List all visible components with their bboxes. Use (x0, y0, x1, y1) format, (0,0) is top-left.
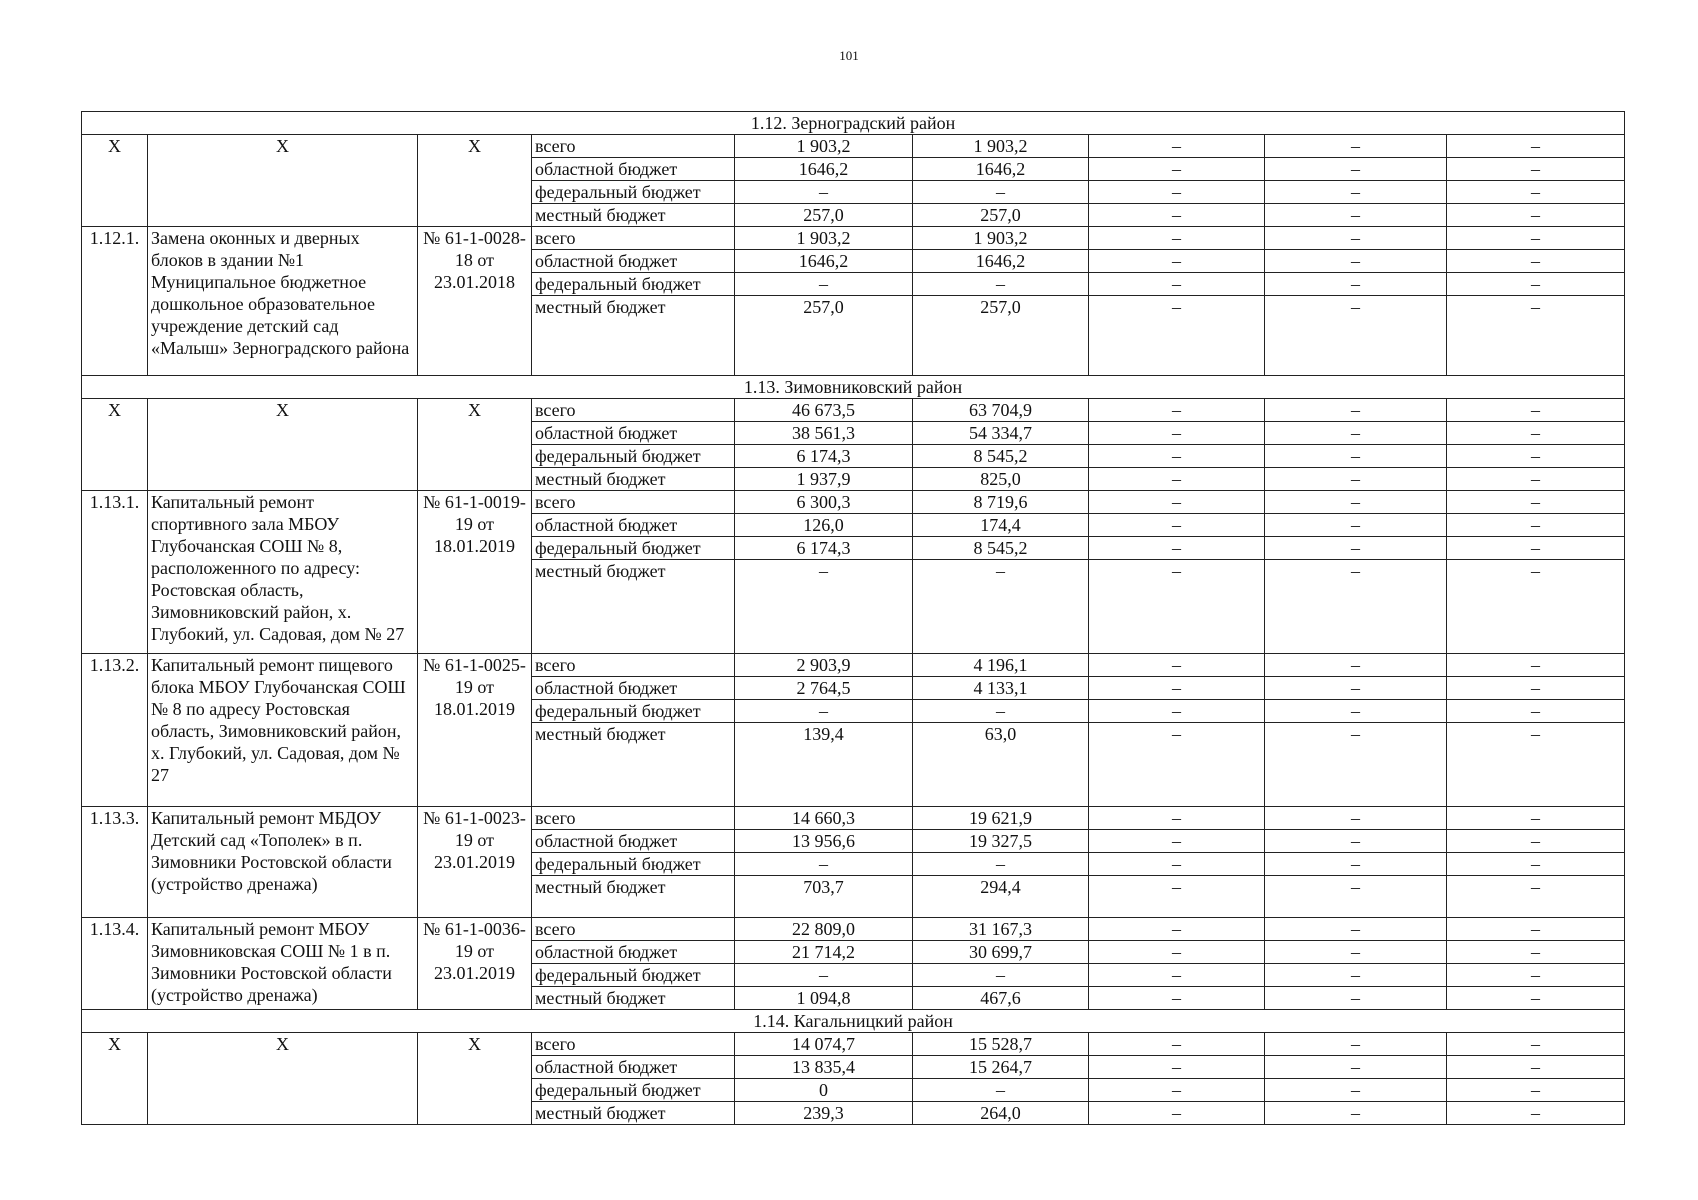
amount-col-5: – (1447, 987, 1625, 1010)
amount-col-4: – (1265, 987, 1447, 1010)
item-number: 1.13.4. (82, 918, 148, 1010)
table-body (82, 112, 1625, 1125)
amount-col-5: – (1447, 700, 1625, 723)
item-number: 1.13.3. (82, 807, 148, 918)
amount-col-3: – (1089, 514, 1265, 537)
funding-source: федеральный бюджет (532, 181, 735, 204)
amount-col-2: 257,0 (913, 296, 1089, 376)
conclusion-number: Х (418, 399, 532, 491)
conclusion-number: № 61-1-0036-19 от 23.01.2019 (418, 918, 532, 1010)
amount-col-2: 8 545,2 (913, 445, 1089, 468)
funding-source: всего (532, 135, 735, 158)
amount-col-5: – (1447, 723, 1625, 807)
amount-col-5: – (1447, 918, 1625, 941)
amount-col-1: 13 956,6 (735, 830, 913, 853)
amount-col-1: 1646,2 (735, 158, 913, 181)
table-row (82, 491, 1625, 514)
amount-col-5: – (1447, 445, 1625, 468)
funding-source: федеральный бюджет (532, 1079, 735, 1102)
amount-col-3: – (1089, 135, 1265, 158)
amount-col-4: – (1265, 941, 1447, 964)
amount-col-2: 63 704,9 (913, 399, 1089, 422)
conclusion-number: Х (418, 135, 532, 227)
amount-col-4: – (1265, 807, 1447, 830)
item-number: Х (82, 399, 148, 491)
funding-source: областной бюджет (532, 830, 735, 853)
amount-col-3: – (1089, 807, 1265, 830)
amount-col-5: – (1447, 514, 1625, 537)
amount-col-2: – (913, 560, 1089, 654)
funding-source: федеральный бюджет (532, 964, 735, 987)
amount-col-1: – (735, 964, 913, 987)
amount-col-5: – (1447, 807, 1625, 830)
object-name: Капитальный ремонт спортивного зала МБОУ Глубочанская СОШ № 8, расположенного по адресу: Ростовская область, Зимовниковский район, х. Глубокий, ул. Садовая, дом № 27 (148, 491, 418, 654)
amount-col-3: – (1089, 987, 1265, 1010)
amount-col-5: – (1447, 296, 1625, 376)
amount-col-3: – (1089, 700, 1265, 723)
amount-col-2: 15 264,7 (913, 1056, 1089, 1079)
amount-col-5: – (1447, 1079, 1625, 1102)
amount-col-5: – (1447, 158, 1625, 181)
amount-col-3: – (1089, 296, 1265, 376)
amount-col-4: – (1265, 158, 1447, 181)
amount-col-4: – (1265, 491, 1447, 514)
amount-col-1: 257,0 (735, 204, 913, 227)
amount-col-4: – (1265, 537, 1447, 560)
amount-col-2: 4 196,1 (913, 654, 1089, 677)
amount-col-2: 63,0 (913, 723, 1089, 807)
amount-col-1: – (735, 560, 913, 654)
object-name: Х (148, 135, 418, 227)
funding-source: местный бюджет (532, 560, 735, 654)
amount-col-4: – (1265, 273, 1447, 296)
amount-col-3: – (1089, 204, 1265, 227)
amount-col-2: – (913, 1079, 1089, 1102)
amount-col-2: – (913, 181, 1089, 204)
amount-col-4: – (1265, 250, 1447, 273)
amount-col-3: – (1089, 654, 1265, 677)
amount-col-1: 1 937,9 (735, 468, 913, 491)
section-title: 1.12. Зерноградский район (82, 112, 1625, 135)
amount-col-3: – (1089, 723, 1265, 807)
item-number: Х (82, 1033, 148, 1125)
section-title: 1.14. Кагальницкий район (82, 1010, 1625, 1033)
table-row (82, 135, 1625, 158)
amount-col-1: 46 673,5 (735, 399, 913, 422)
amount-col-1: 2 903,9 (735, 654, 913, 677)
amount-col-5: – (1447, 677, 1625, 700)
amount-col-1: 14 660,3 (735, 807, 913, 830)
amount-col-2: 4 133,1 (913, 677, 1089, 700)
amount-col-5: – (1447, 468, 1625, 491)
conclusion-number: № 61-1-0025-19 от 18.01.2019 (418, 654, 532, 807)
amount-col-3: – (1089, 250, 1265, 273)
amount-col-3: – (1089, 964, 1265, 987)
amount-col-4: – (1265, 1102, 1447, 1125)
amount-col-5: – (1447, 537, 1625, 560)
amount-col-5: – (1447, 876, 1625, 918)
table-row (82, 807, 1625, 830)
funding-source: местный бюджет (532, 723, 735, 807)
amount-col-4: – (1265, 853, 1447, 876)
amount-col-4: – (1265, 181, 1447, 204)
amount-col-1: 2 764,5 (735, 677, 913, 700)
amount-col-4: – (1265, 830, 1447, 853)
amount-col-2: 257,0 (913, 204, 1089, 227)
amount-col-1: 13 835,4 (735, 1056, 913, 1079)
amount-col-4: – (1265, 964, 1447, 987)
amount-col-4: – (1265, 468, 1447, 491)
amount-col-4: – (1265, 876, 1447, 918)
funding-source: федеральный бюджет (532, 537, 735, 560)
funding-source: федеральный бюджет (532, 853, 735, 876)
amount-col-5: – (1447, 250, 1625, 273)
amount-col-2: 1646,2 (913, 158, 1089, 181)
amount-col-4: – (1265, 422, 1447, 445)
amount-col-4: – (1265, 654, 1447, 677)
amount-col-3: – (1089, 158, 1265, 181)
funding-source: всего (532, 918, 735, 941)
budget-table (81, 111, 1625, 1125)
amount-col-3: – (1089, 560, 1265, 654)
amount-col-4: – (1265, 296, 1447, 376)
amount-col-1: 703,7 (735, 876, 913, 918)
amount-col-3: – (1089, 830, 1265, 853)
amount-col-1: 1 903,2 (735, 135, 913, 158)
amount-col-1: – (735, 273, 913, 296)
funding-source: местный бюджет (532, 1102, 735, 1125)
amount-col-1: 0 (735, 1079, 913, 1102)
amount-col-3: – (1089, 1033, 1265, 1056)
amount-col-4: – (1265, 918, 1447, 941)
item-number: 1.12.1. (82, 227, 148, 376)
amount-col-3: – (1089, 399, 1265, 422)
table-row (82, 918, 1625, 941)
funding-source: всего (532, 654, 735, 677)
amount-col-2: 1 903,2 (913, 135, 1089, 158)
amount-col-5: – (1447, 422, 1625, 445)
funding-source: местный бюджет (532, 204, 735, 227)
object-name: Замена оконных и дверных блоков в здании №1 Муниципальное бюджетное дошкольное образовательное учреждение детский сад «Малыш» Зерноградского района (148, 227, 418, 376)
amount-col-4: – (1265, 204, 1447, 227)
amount-col-3: – (1089, 445, 1265, 468)
amount-col-3: – (1089, 1102, 1265, 1125)
amount-col-3: – (1089, 468, 1265, 491)
object-name: Х (148, 399, 418, 491)
amount-col-2: 19 621,9 (913, 807, 1089, 830)
table-row (82, 399, 1625, 422)
table-row (82, 227, 1625, 250)
amount-col-3: – (1089, 918, 1265, 941)
conclusion-number: № 61-1-0023-19 от 23.01.2019 (418, 807, 532, 918)
funding-source: местный бюджет (532, 987, 735, 1010)
conclusion-number: № 61-1-0019-19 от 18.01.2019 (418, 491, 532, 654)
object-name: Капитальный ремонт МБОУ Зимовниковская СОШ № 1 в п. Зимовники Ростовской области (устройство дренажа) (148, 918, 418, 1010)
object-name: Капитальный ремонт пищевого блока МБОУ Глубочанская СОШ № 8 по адресу Ростовская область, Зимовниковский район, х. Глубокий, ул. Садовая, дом № 27 (148, 654, 418, 807)
funding-source: всего (532, 491, 735, 514)
item-number: 1.13.2. (82, 654, 148, 807)
funding-source: областной бюджет (532, 158, 735, 181)
amount-col-2: 8 719,6 (913, 491, 1089, 514)
amount-col-5: – (1447, 273, 1625, 296)
funding-source: местный бюджет (532, 876, 735, 918)
funding-source: всего (532, 399, 735, 422)
amount-col-2: 1646,2 (913, 250, 1089, 273)
amount-col-1: 1 094,8 (735, 987, 913, 1010)
amount-col-2: 1 903,2 (913, 227, 1089, 250)
item-number: Х (82, 135, 148, 227)
section-header-row (82, 1010, 1625, 1033)
item-number: 1.13.1. (82, 491, 148, 654)
funding-source: федеральный бюджет (532, 273, 735, 296)
amount-col-3: – (1089, 273, 1265, 296)
object-name: Капитальный ремонт МБДОУ Детский сад «Тополек» в п. Зимовники Ростовской области (устройство дренажа) (148, 807, 418, 918)
amount-col-2: 264,0 (913, 1102, 1089, 1125)
amount-col-5: – (1447, 964, 1625, 987)
amount-col-1: 6 174,3 (735, 537, 913, 560)
funding-source: местный бюджет (532, 296, 735, 376)
amount-col-4: – (1265, 445, 1447, 468)
amount-col-1: 22 809,0 (735, 918, 913, 941)
amount-col-4: – (1265, 1033, 1447, 1056)
amount-col-1: 257,0 (735, 296, 913, 376)
amount-col-3: – (1089, 181, 1265, 204)
section-header-row (82, 112, 1625, 135)
amount-col-5: – (1447, 491, 1625, 514)
amount-col-5: – (1447, 654, 1625, 677)
amount-col-3: – (1089, 1079, 1265, 1102)
funding-source: областной бюджет (532, 941, 735, 964)
amount-col-5: – (1447, 941, 1625, 964)
amount-col-2: – (913, 700, 1089, 723)
amount-col-5: – (1447, 853, 1625, 876)
amount-col-2: – (913, 853, 1089, 876)
amount-col-3: – (1089, 853, 1265, 876)
amount-col-5: – (1447, 399, 1625, 422)
table-row (82, 1033, 1625, 1056)
amount-col-1: 1 903,2 (735, 227, 913, 250)
funding-source: областной бюджет (532, 514, 735, 537)
funding-source: местный бюджет (532, 468, 735, 491)
funding-source: всего (532, 1033, 735, 1056)
amount-col-5: – (1447, 227, 1625, 250)
amount-col-2: – (913, 964, 1089, 987)
funding-source: областной бюджет (532, 1056, 735, 1079)
amount-col-5: – (1447, 1033, 1625, 1056)
amount-col-5: – (1447, 135, 1625, 158)
amount-col-3: – (1089, 1056, 1265, 1079)
funding-source: всего (532, 227, 735, 250)
amount-col-1: – (735, 181, 913, 204)
amount-col-1: 1646,2 (735, 250, 913, 273)
funding-source: федеральный бюджет (532, 700, 735, 723)
object-name: Х (148, 1033, 418, 1125)
amount-col-3: – (1089, 876, 1265, 918)
conclusion-number: № 61-1-0028-18 от 23.01.2018 (418, 227, 532, 376)
amount-col-4: – (1265, 514, 1447, 537)
funding-source: областной бюджет (532, 422, 735, 445)
amount-col-4: – (1265, 560, 1447, 654)
amount-col-2: 825,0 (913, 468, 1089, 491)
amount-col-4: – (1265, 677, 1447, 700)
amount-col-4: – (1265, 1079, 1447, 1102)
amount-col-2: 54 334,7 (913, 422, 1089, 445)
amount-col-4: – (1265, 135, 1447, 158)
amount-col-1: 6 300,3 (735, 491, 913, 514)
amount-col-3: – (1089, 491, 1265, 514)
funding-source: областной бюджет (532, 677, 735, 700)
amount-col-1: 21 714,2 (735, 941, 913, 964)
funding-source: всего (532, 807, 735, 830)
amount-col-1: 14 074,7 (735, 1033, 913, 1056)
amount-col-1: 38 561,3 (735, 422, 913, 445)
amount-col-2: 15 528,7 (913, 1033, 1089, 1056)
amount-col-4: – (1265, 399, 1447, 422)
amount-col-3: – (1089, 677, 1265, 700)
amount-col-2: 467,6 (913, 987, 1089, 1010)
amount-col-1: 139,4 (735, 723, 913, 807)
amount-col-2: – (913, 273, 1089, 296)
amount-col-1: 239,3 (735, 1102, 913, 1125)
funding-source: федеральный бюджет (532, 445, 735, 468)
amount-col-3: – (1089, 941, 1265, 964)
amount-col-5: – (1447, 204, 1625, 227)
amount-col-1: – (735, 700, 913, 723)
amount-col-3: – (1089, 422, 1265, 445)
amount-col-2: 294,4 (913, 876, 1089, 918)
amount-col-1: 6 174,3 (735, 445, 913, 468)
amount-col-2: 174,4 (913, 514, 1089, 537)
amount-col-4: – (1265, 227, 1447, 250)
amount-col-5: – (1447, 1056, 1625, 1079)
amount-col-2: 8 545,2 (913, 537, 1089, 560)
amount-col-5: – (1447, 181, 1625, 204)
conclusion-number: Х (418, 1033, 532, 1125)
amount-col-3: – (1089, 537, 1265, 560)
section-header-row (82, 376, 1625, 399)
amount-col-4: – (1265, 1056, 1447, 1079)
amount-col-4: – (1265, 700, 1447, 723)
amount-col-2: 31 167,3 (913, 918, 1089, 941)
amount-col-5: – (1447, 1102, 1625, 1125)
page-number: 101 (839, 48, 859, 63)
funding-source: областной бюджет (532, 250, 735, 273)
table-row (82, 654, 1625, 677)
amount-col-1: 126,0 (735, 514, 913, 537)
amount-col-4: – (1265, 723, 1447, 807)
amount-col-3: – (1089, 227, 1265, 250)
amount-col-1: – (735, 853, 913, 876)
amount-col-2: 30 699,7 (913, 941, 1089, 964)
amount-col-5: – (1447, 560, 1625, 654)
amount-col-5: – (1447, 830, 1625, 853)
amount-col-2: 19 327,5 (913, 830, 1089, 853)
section-title: 1.13. Зимовниковский район (82, 376, 1625, 399)
